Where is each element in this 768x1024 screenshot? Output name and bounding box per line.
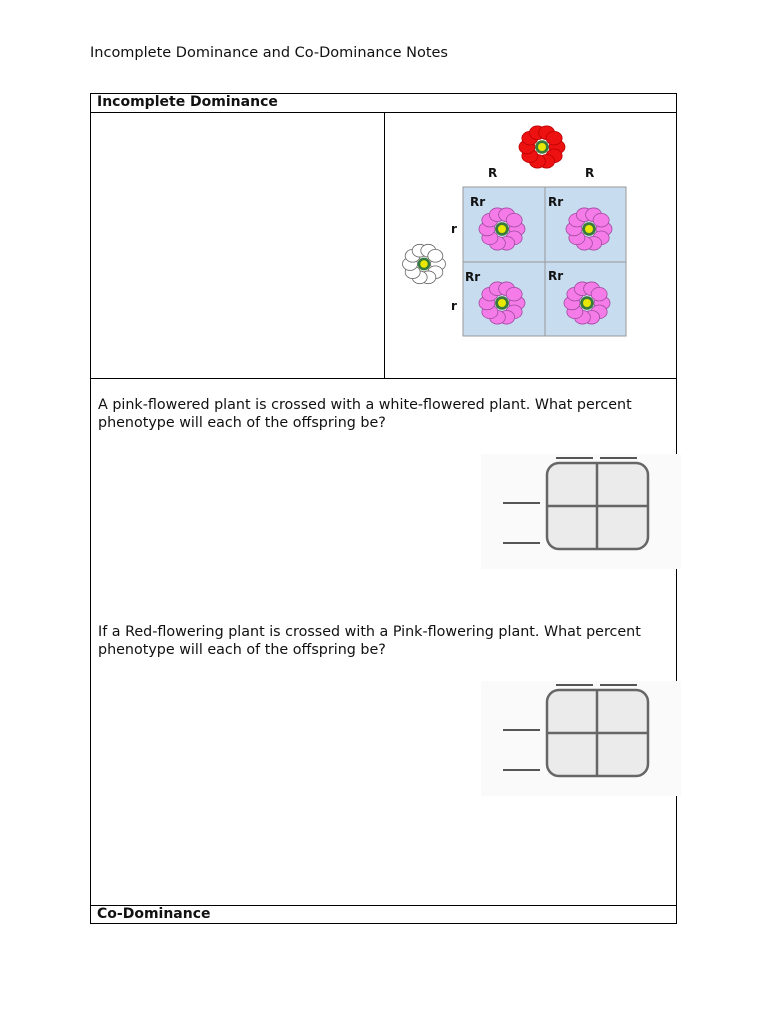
top-allele-2: R [585,166,595,180]
questions-cell [90,378,677,906]
top-allele-1: R [488,166,498,180]
punnett-illustration [385,113,676,378]
pink-flower-icon [564,282,610,324]
pink-flower-icon [566,208,612,250]
notes-table [90,93,677,924]
genotype-cell-3: Rr [465,270,481,284]
incomplete-dominance-header: Incomplete Dominance [90,93,677,113]
punnett-blank-2 [481,681,681,796]
question-2: If a Red-flowering plant is crossed with a Pink-flowering plant. What percent phenotype will each of the offspring be? [98,624,641,658]
co-dominance-header: Co-Dominance [90,905,677,924]
red-flower-icon [519,126,565,168]
genotype-cell-1: Rr [470,195,486,209]
genotype-cell-4: Rr [548,269,564,283]
pink-flower-icon [479,208,525,250]
genotype-cell-2: Rr [548,195,564,209]
question-1: A pink-flowered plant is crossed with a white-flowered plant. What percent phenotype will each of the offspring be? [98,397,632,431]
side-allele-1: r [451,222,457,236]
doc-title: Incomplete Dominance and Co-Dominance Notes [90,45,448,61]
side-allele-2: r [451,299,457,313]
white-flower-icon [403,244,446,283]
notes-blank-cell [90,112,385,379]
pink-flower-icon [479,282,525,324]
punnett-blank-1 [481,454,681,569]
punnett-illustration-cell [384,112,677,379]
